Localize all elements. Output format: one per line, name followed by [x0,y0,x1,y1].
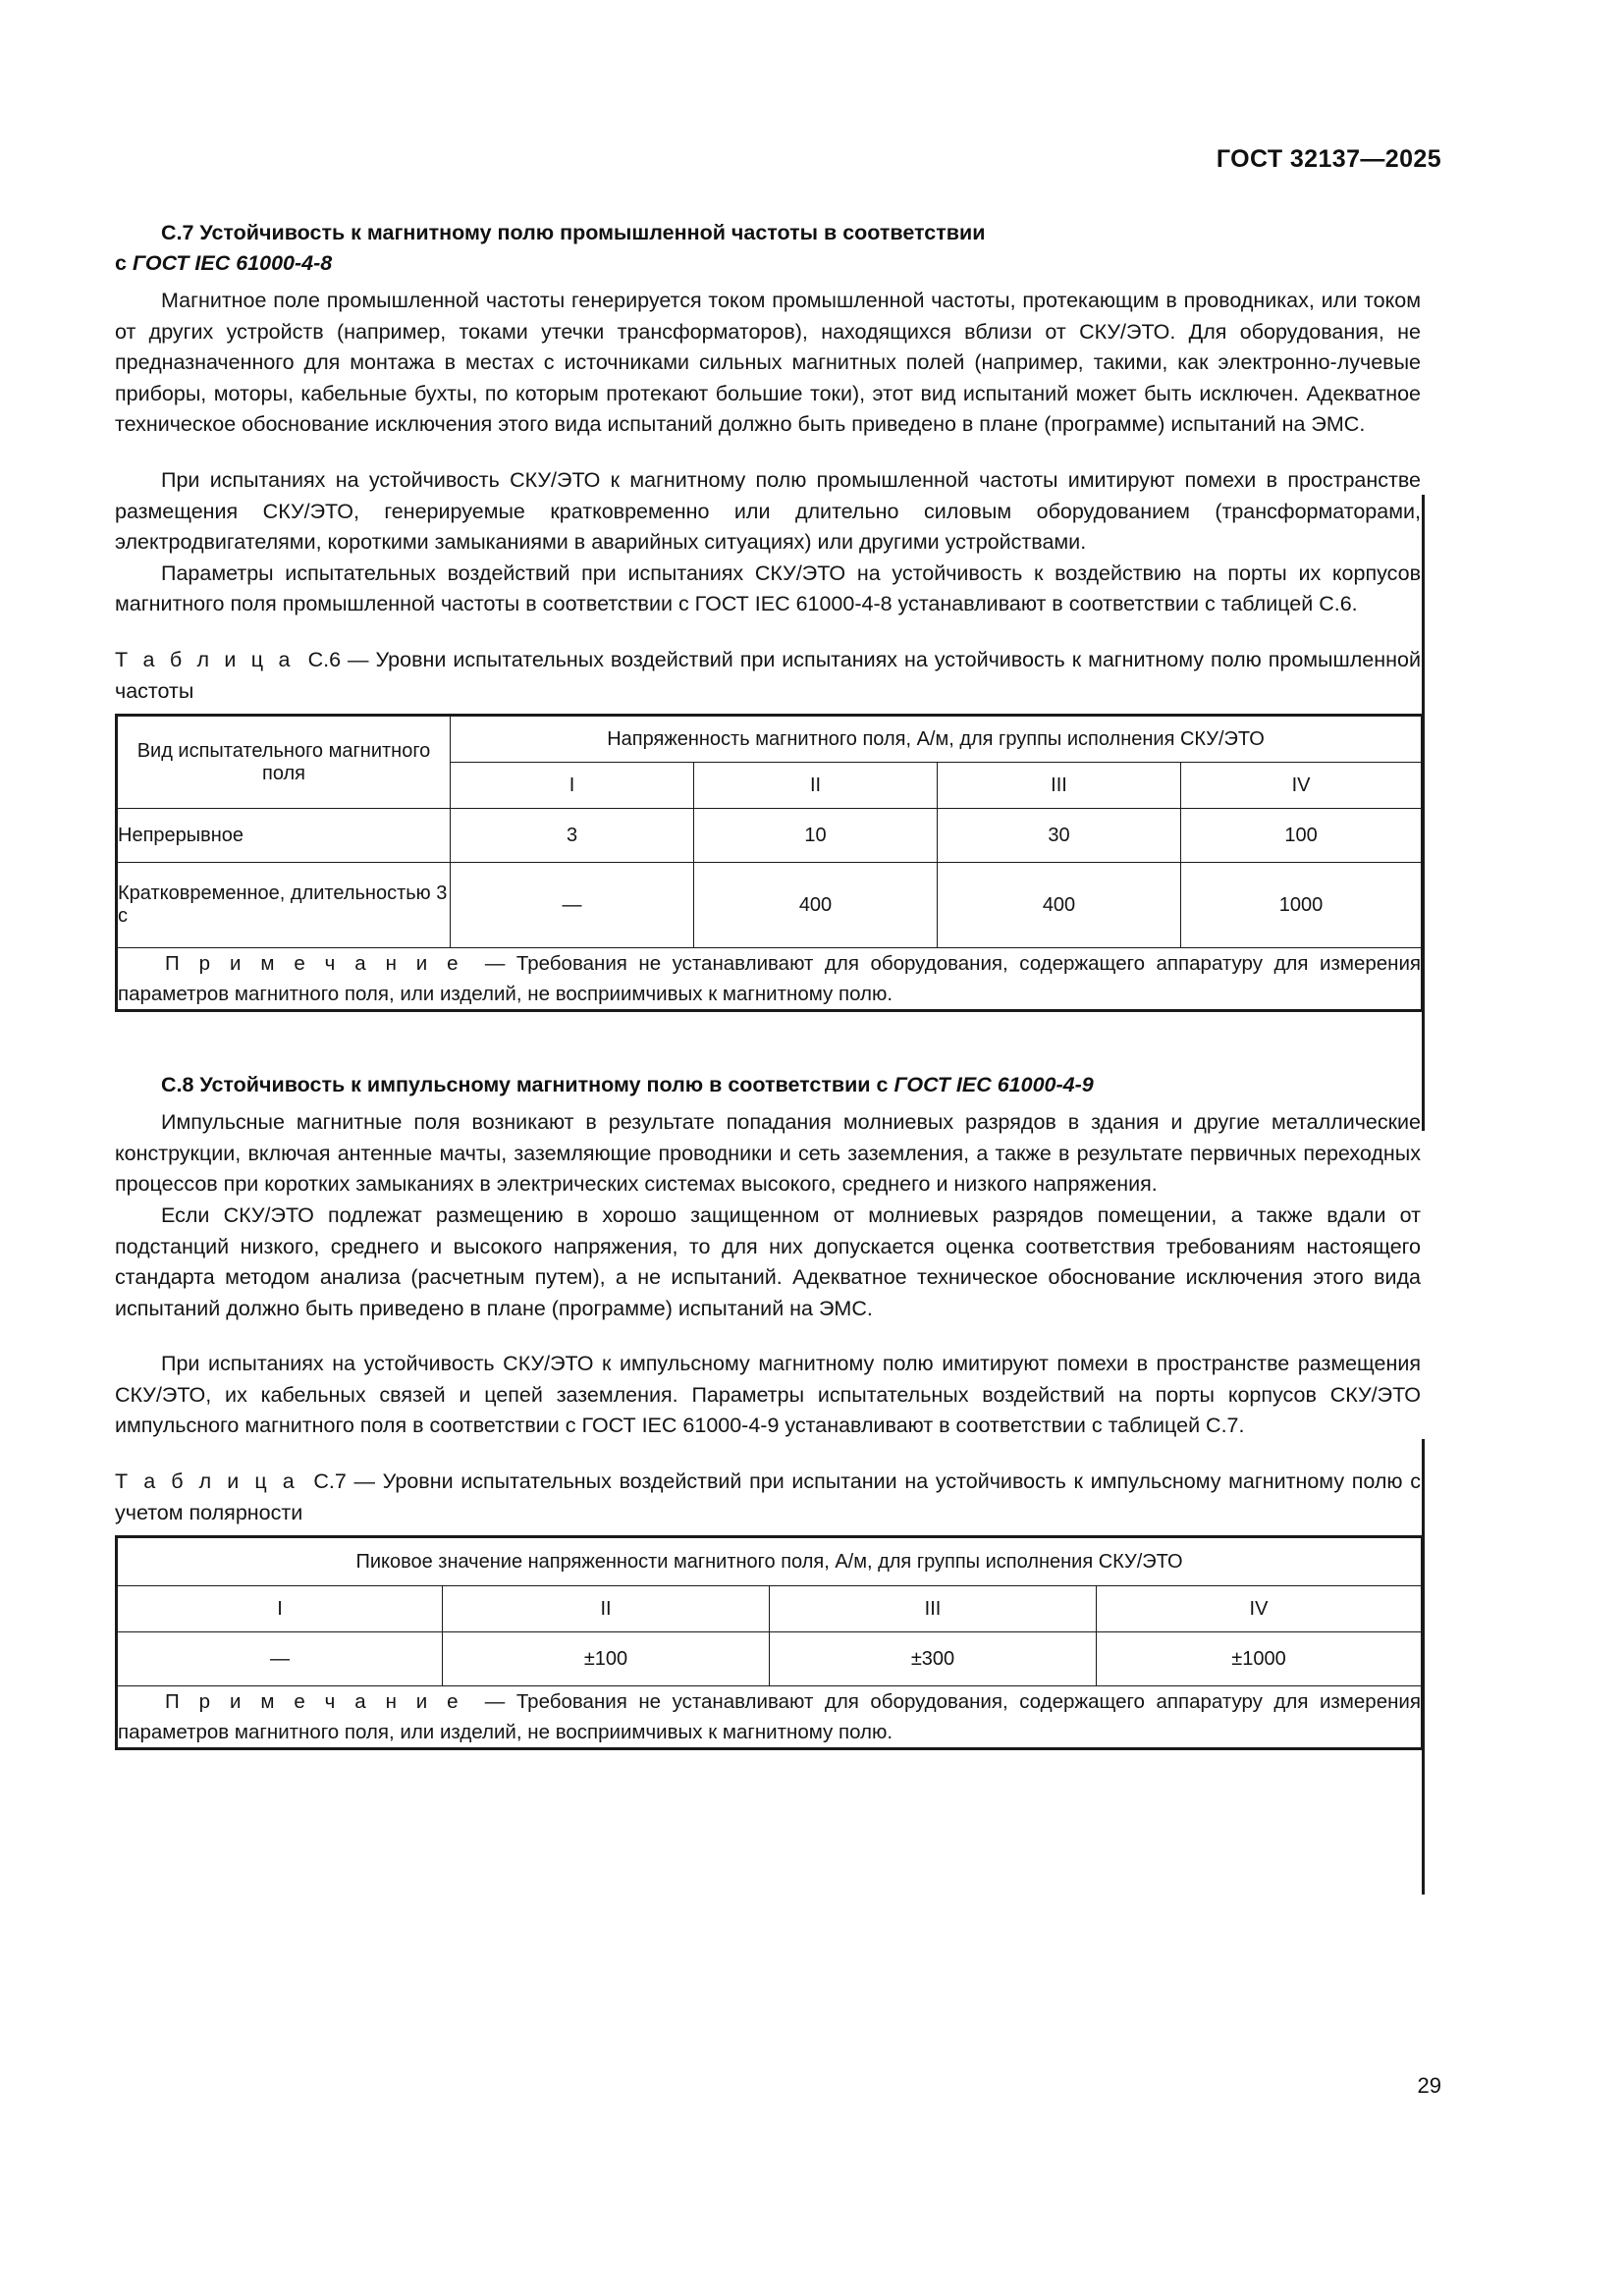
table-c6-header-row-1 [117,716,1423,763]
paragraph-c7-1: Магнитное поле промышленной частоты генерируется током промышленной частоты, протекающим в проводниках, или током от других устройств (например, токами утечки трансформаторов), находящихся вблизи от СКУ/ЭТО. Для оборудования, не предназначенного для монтажа в местах с источниками сильных магнитных полей (например, такими, как электронно-лучевые приборы, моторы, кабельные бухты, по которым протекают большие токи), этот вид испытаний может быть исключен. Адекватное техническое обоснование исключения этого вида испытаний должно быть приведено в плане (программе) испытаний на ЭМС. [115,289,1421,437]
table-c7-group-col-1: I [277,1597,283,1620]
table-c7-caption-number: С.7 [313,1469,347,1494]
section-heading-c7-reference: ГОСТ IEC 61000-4-8 [132,251,333,275]
table-c7-header-row-1 [117,1537,1423,1586]
table-c6-row1-value-3: 30 [1048,824,1070,846]
table-c6-row2-value-1: — [562,893,582,916]
table-c6-row1-value-4: 100 [1284,824,1318,846]
table-c7-caption-text: Уровни испытательных воздействий при испытании на устойчивость к импульсному магнитному полю с учетом полярности [115,1469,1421,1524]
table-c6-row2-value-3: 400 [1042,893,1076,916]
table-c7-value-4: ±1000 [1231,1647,1286,1670]
table-c6-note-label: П р и м е ч а н и е [165,952,462,976]
table-c7-note-dash: — [484,1690,506,1714]
table-row [117,863,1423,948]
table-c6-caption-label: Т а б л и ц а [115,647,295,671]
table-c7-group-col-3: III [924,1597,942,1620]
table-c7-caption-label: Т а б л и ц а [115,1469,298,1494]
table-c7-note-row [117,1686,1423,1749]
paragraph-c7-2: При испытаниях на устойчивость СКУ/ЭТО к магнитному полю промышленной частоты имитируют помехи в пространстве размещения СКУ/ЭТО, генерируемые кратковременно или длительно силовым оборудованием (трансформаторами, электродвигателями, короткими замыканиями в аварийных ситуациях) или другими устройствами. [115,467,1421,555]
section-heading-c8-prefix: С.8 Устойчивость к импульсному магнитному полю в соответствии с [161,1073,894,1097]
table-c7-caption-dash: — [353,1469,375,1494]
section-heading-c7-line2: с ГОСТ IEC 61000-4-8 [115,251,333,275]
page-header-standard-title: ГОСТ 32137—2025 [1216,145,1441,173]
table-c6-row1-value-2: 10 [804,824,827,846]
paragraph-c8-1: Импульсные магнитные поля возникают в результате попадания молниевых разрядов в здания и другие металлические конструкции, включая антенные мачты, заземляющие проводники и сеть заземления, а также в результате первичных переходных процессов при коротких замыканиях в электрических системах высокого, среднего и низкого напряжения. [115,1110,1421,1197]
table-row [117,809,1423,863]
section-heading-c7 [115,218,1421,279]
table-c7-note-text: Требования не устанавливают для оборудования, содержащего аппаратуру для измерения параметров магнитного поля, или изделий, не восприимчивых к магнитному полю. [118,1690,1421,1744]
table-c7-group-col-2: II [600,1597,612,1620]
table-c7-caption [115,1467,1421,1528]
table-c6-note-dash: — [484,952,506,976]
table-c6-row1-label: Непрерывное [118,824,244,846]
table-c6-group-col-2: II [809,774,822,796]
table-c6-caption-dash: — [348,647,369,671]
table-c6-group-col-3: III [1051,774,1067,796]
table-c7-value-3: ±300 [910,1647,955,1670]
table-c6-note-row [117,948,1423,1011]
table-c6 [115,714,1424,1012]
section-heading-c8-reference: ГОСТ IEC 61000-4-9 [893,1073,1094,1097]
table-c6-row1-value-1: 3 [566,824,578,846]
table-c6-row2-value-4: 1000 [1278,893,1324,916]
table-c7-group-col-4: IV [1249,1597,1269,1620]
table-c6-caption [115,645,1421,707]
table-c7-header-row-2 [117,1586,1423,1632]
table-c6-group-col-4: IV [1291,774,1311,796]
table-c6-col-header-first: Вид испытательного магнитного поля [136,739,431,784]
paragraph-c8-3: При испытаниях на устойчивость СКУ/ЭТО к импульсному магнитному полю имитируют помехи в пространстве размещения СКУ/ЭТО, их кабельных связей и цепей заземления. Параметры испытательных воздействий на порты корпусов СКУ/ЭТО импульсного магнитного поля в соответствии с ГОСТ IEC 61000-4-9 устанавливают в соответствии с таблицей С.7. [115,1352,1421,1438]
table-c6-row2-value-2: 400 [798,893,833,916]
table-c7-value-1: — [270,1647,290,1670]
table-row [117,1632,1423,1686]
section-heading-c8 [115,1070,1421,1100]
table-c6-note-text: Требования не устанавливают для оборудования, содержащего аппаратуру для измерения параметров магнитного поля, или изделий, не восприимчивых к магнитному полю. [118,952,1422,1006]
table-c6-row2-label: Кратковременное, длительностью 3 с [118,882,448,928]
paragraph-c7-3: Параметры испытательных воздействий при испытаниях СКУ/ЭТО на устойчивость к воздействию на порты их корпусов магнитного поля промышленной частоты в соответствии с ГОСТ IEC 61000-4-8 устанавливают в соответствии с таблицей С.6. [115,561,1421,616]
table-c6-col-header-group: Напряженность магнитного поля, А/м, для группы исполнения СКУ/ЭТО [607,727,1265,750]
table-c7-note-label: П р и м е ч а н и е [165,1690,462,1714]
table-c7 [115,1535,1424,1750]
table-c7-col-header-group: Пиковое значение напряженности магнитного поля, А/м, для группы исполнения СКУ/ЭТО [355,1550,1183,1573]
paragraph-c8-2: Если СКУ/ЭТО подлежат размещению в хорошо защищенном от молниевых разрядов помещении, а также вдали от подстанций низкого, среднего и высокого напряжения, то для них допускается оценка соответствия требованиям настоящего стандарта методом анализа (расчетным путем), а не испытаний. Адекватное техническое обоснование исключения этого вида испытаний должно быть приведено в плане (программе) испытаний на ЭМС. [115,1202,1421,1320]
table-c7-value-2: ±100 [583,1647,628,1670]
content-column [115,218,1421,1750]
section-heading-c7-line1: С.7 Устойчивость к магнитному полю промышленной частоты в соответствии [161,221,986,244]
table-c6-caption-text: Уровни испытательных воздействий при испытаниях на устойчивость к магнитному полю промышленной частоты [115,647,1421,703]
table-c6-caption-number: С.6 [307,647,342,671]
page-number: 29 [1417,2073,1441,2098]
table-c6-group-col-1: I [568,774,575,796]
